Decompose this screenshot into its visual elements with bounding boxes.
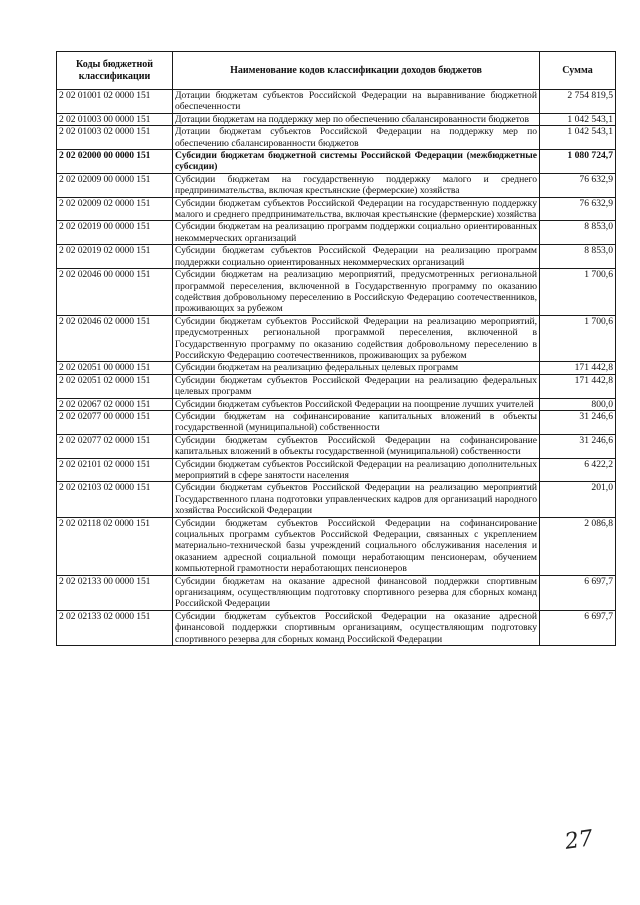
row-name: Субсидии бюджетам на реализацию федеральных целевых программ [173, 362, 540, 374]
row-name: Дотации бюджетам субъектов Российской Федерации на выравнивание бюджетной обеспеченности [173, 90, 540, 114]
row-name: Субсидии бюджетам на государственную поддержку малого и среднего предпринимательства, включая крестьянские (фермерские) хозяйства [173, 173, 540, 197]
row-code: 2 02 02009 00 0000 151 [57, 173, 173, 197]
row-name: Субсидии бюджетам субъектов Российской Федерации на поощрение лучших учителей [173, 398, 540, 410]
row-sum: 6 697,7 [540, 610, 616, 645]
row-name: Субсидии бюджетам субъектов Российской Федерации на реализацию мероприятий, предусмотренных региональной программой переселения, включенной в Государственную программу по оказанию содействия добровольному переселению в Российскую Федерацию соотечественников, проживающих за рубежом [173, 315, 540, 362]
table-row [57, 374, 616, 398]
row-name: Субсидии бюджетам субъектов Российской Федерации на софинансирование социальных программ субъектов Российской Федерации, связанных с укреплением материально-технической базы учреждений социального обслуживания населения и оказанием адресной социальной помощи неработающим пенсионерам, обучением компьютерной грамотности неработающих пенсионеров [173, 517, 540, 575]
table-row [57, 610, 616, 645]
row-sum: 31 246,6 [540, 434, 616, 458]
table-row [57, 221, 616, 245]
row-code: 2 02 02009 02 0000 151 [57, 197, 173, 221]
table-row [57, 315, 616, 362]
row-sum: 1 700,6 [540, 315, 616, 362]
row-code: 2 02 02019 02 0000 151 [57, 245, 173, 269]
row-name: Субсидии бюджетам бюджетной системы Российской Федерации (межбюджетные субсидии) [173, 150, 540, 174]
row-name: Субсидии бюджетам субъектов Российской Федерации на государственную поддержку малого и среднего предпринимательства, включая крестьянские (фермерские) хозяйства [173, 197, 540, 221]
table-row [57, 410, 616, 434]
row-name: Субсидии бюджетам субъектов Российской Федерации на реализацию программ поддержки социально ориентированных некоммерческих организаций [173, 245, 540, 269]
row-name: Субсидии бюджетам субъектов Российской Федерации на реализацию мероприятий Государственного плана подготовки управленческих кадров для организаций народного хозяйства Российской Федерации [173, 482, 540, 517]
row-code: 2 02 02046 02 0000 151 [57, 315, 173, 362]
table-row [57, 269, 616, 316]
table-row [57, 113, 616, 125]
row-sum: 8 853,0 [540, 245, 616, 269]
table-row [57, 362, 616, 374]
row-code: 2 02 02046 00 0000 151 [57, 269, 173, 316]
row-name: Субсидии бюджетам на реализацию программ поддержки социально ориентированных некоммерческих организаций [173, 221, 540, 245]
table-row [57, 517, 616, 575]
row-sum: 800,0 [540, 398, 616, 410]
row-code: 2 02 01003 02 0000 151 [57, 126, 173, 150]
table-row [57, 90, 616, 114]
row-sum: 171 442,8 [540, 374, 616, 398]
table-row [57, 197, 616, 221]
row-code: 2 02 02051 02 0000 151 [57, 374, 173, 398]
row-code: 2 02 02067 02 0000 151 [57, 398, 173, 410]
row-sum: 8 853,0 [540, 221, 616, 245]
row-name: Субсидии бюджетам на реализацию мероприятий, предусмотренных региональной программой переселения, включенной в Государственную программу по оказанию содействия добровольному переселению в Российскую Федерацию соотечественников, проживающих за рубежом [173, 269, 540, 316]
row-sum: 1 080 724,7 [540, 150, 616, 174]
row-code: 2 02 02133 00 0000 151 [57, 575, 173, 610]
row-code: 2 02 02103 02 0000 151 [57, 482, 173, 517]
row-code: 2 02 02133 02 0000 151 [57, 610, 173, 645]
row-sum: 1 700,6 [540, 269, 616, 316]
row-code: 2 02 01003 00 0000 151 [57, 113, 173, 125]
row-sum: 6 422,2 [540, 458, 616, 482]
table-row [57, 434, 616, 458]
table-row [57, 575, 616, 610]
table-row [57, 173, 616, 197]
table-row [57, 458, 616, 482]
row-sum: 2 754 819,5 [540, 90, 616, 114]
row-name: Дотации бюджетам субъектов Российской Федерации на поддержку мер по обеспечению сбалансированности бюджетов [173, 126, 540, 150]
row-code: 2 02 02077 02 0000 151 [57, 434, 173, 458]
row-sum: 31 246,6 [540, 410, 616, 434]
row-code: 2 02 02118 02 0000 151 [57, 517, 173, 575]
row-sum: 1 042 543,1 [540, 126, 616, 150]
row-name: Субсидии бюджетам на оказание адресной финансовой поддержки спортивным организациям, осуществляющим подготовку спортивного резерва для сборных команд Российской Федерации [173, 575, 540, 610]
row-sum: 76 632,9 [540, 197, 616, 221]
row-code: 2 02 02000 00 0000 151 [57, 150, 173, 174]
row-code: 2 02 01001 02 0000 151 [57, 90, 173, 114]
row-name: Субсидии бюджетам субъектов Российской Федерации на оказание адресной финансовой поддержки спортивным организациям, осуществляющим подготовку спортивного резерва для сборных команд Российской Федерации [173, 610, 540, 645]
row-sum: 1 042 543,1 [540, 113, 616, 125]
row-sum: 76 632,9 [540, 173, 616, 197]
row-code: 2 02 02019 00 0000 151 [57, 221, 173, 245]
header-sum: Сумма [540, 52, 616, 90]
row-name: Субсидии бюджетам субъектов Российской Федерации на реализацию дополнительных мероприятий в сфере занятости населения [173, 458, 540, 482]
row-sum: 2 086,8 [540, 517, 616, 575]
row-name: Субсидии бюджетам субъектов Российской Федерации на софинансирование капитальных вложений в объекты государственной (муниципальной) собственности [173, 434, 540, 458]
budget-classification-table [56, 51, 616, 646]
row-name: Дотации бюджетам на поддержку мер по обеспечению сбалансированности бюджетов [173, 113, 540, 125]
header-name: Наименование кодов классификации доходов бюджетов [173, 52, 540, 90]
table-row [57, 126, 616, 150]
row-code: 2 02 02101 02 0000 151 [57, 458, 173, 482]
row-sum: 6 697,7 [540, 575, 616, 610]
row-sum: 171 442,8 [540, 362, 616, 374]
table-row [57, 482, 616, 517]
row-code: 2 02 02051 00 0000 151 [57, 362, 173, 374]
row-code: 2 02 02077 00 0000 151 [57, 410, 173, 434]
table-header-row [57, 52, 616, 90]
page-number: 27 [563, 826, 595, 855]
row-name: Субсидии бюджетам субъектов Российской Федерации на реализацию федеральных целевых программ [173, 374, 540, 398]
table-row [57, 398, 616, 410]
table-row [57, 245, 616, 269]
header-code: Коды бюджетной классификации [57, 52, 173, 90]
row-name: Субсидии бюджетам на софинансирование капитальных вложений в объекты государственной (муниципальной) собственности [173, 410, 540, 434]
table-row [57, 150, 616, 174]
row-sum: 201,0 [540, 482, 616, 517]
